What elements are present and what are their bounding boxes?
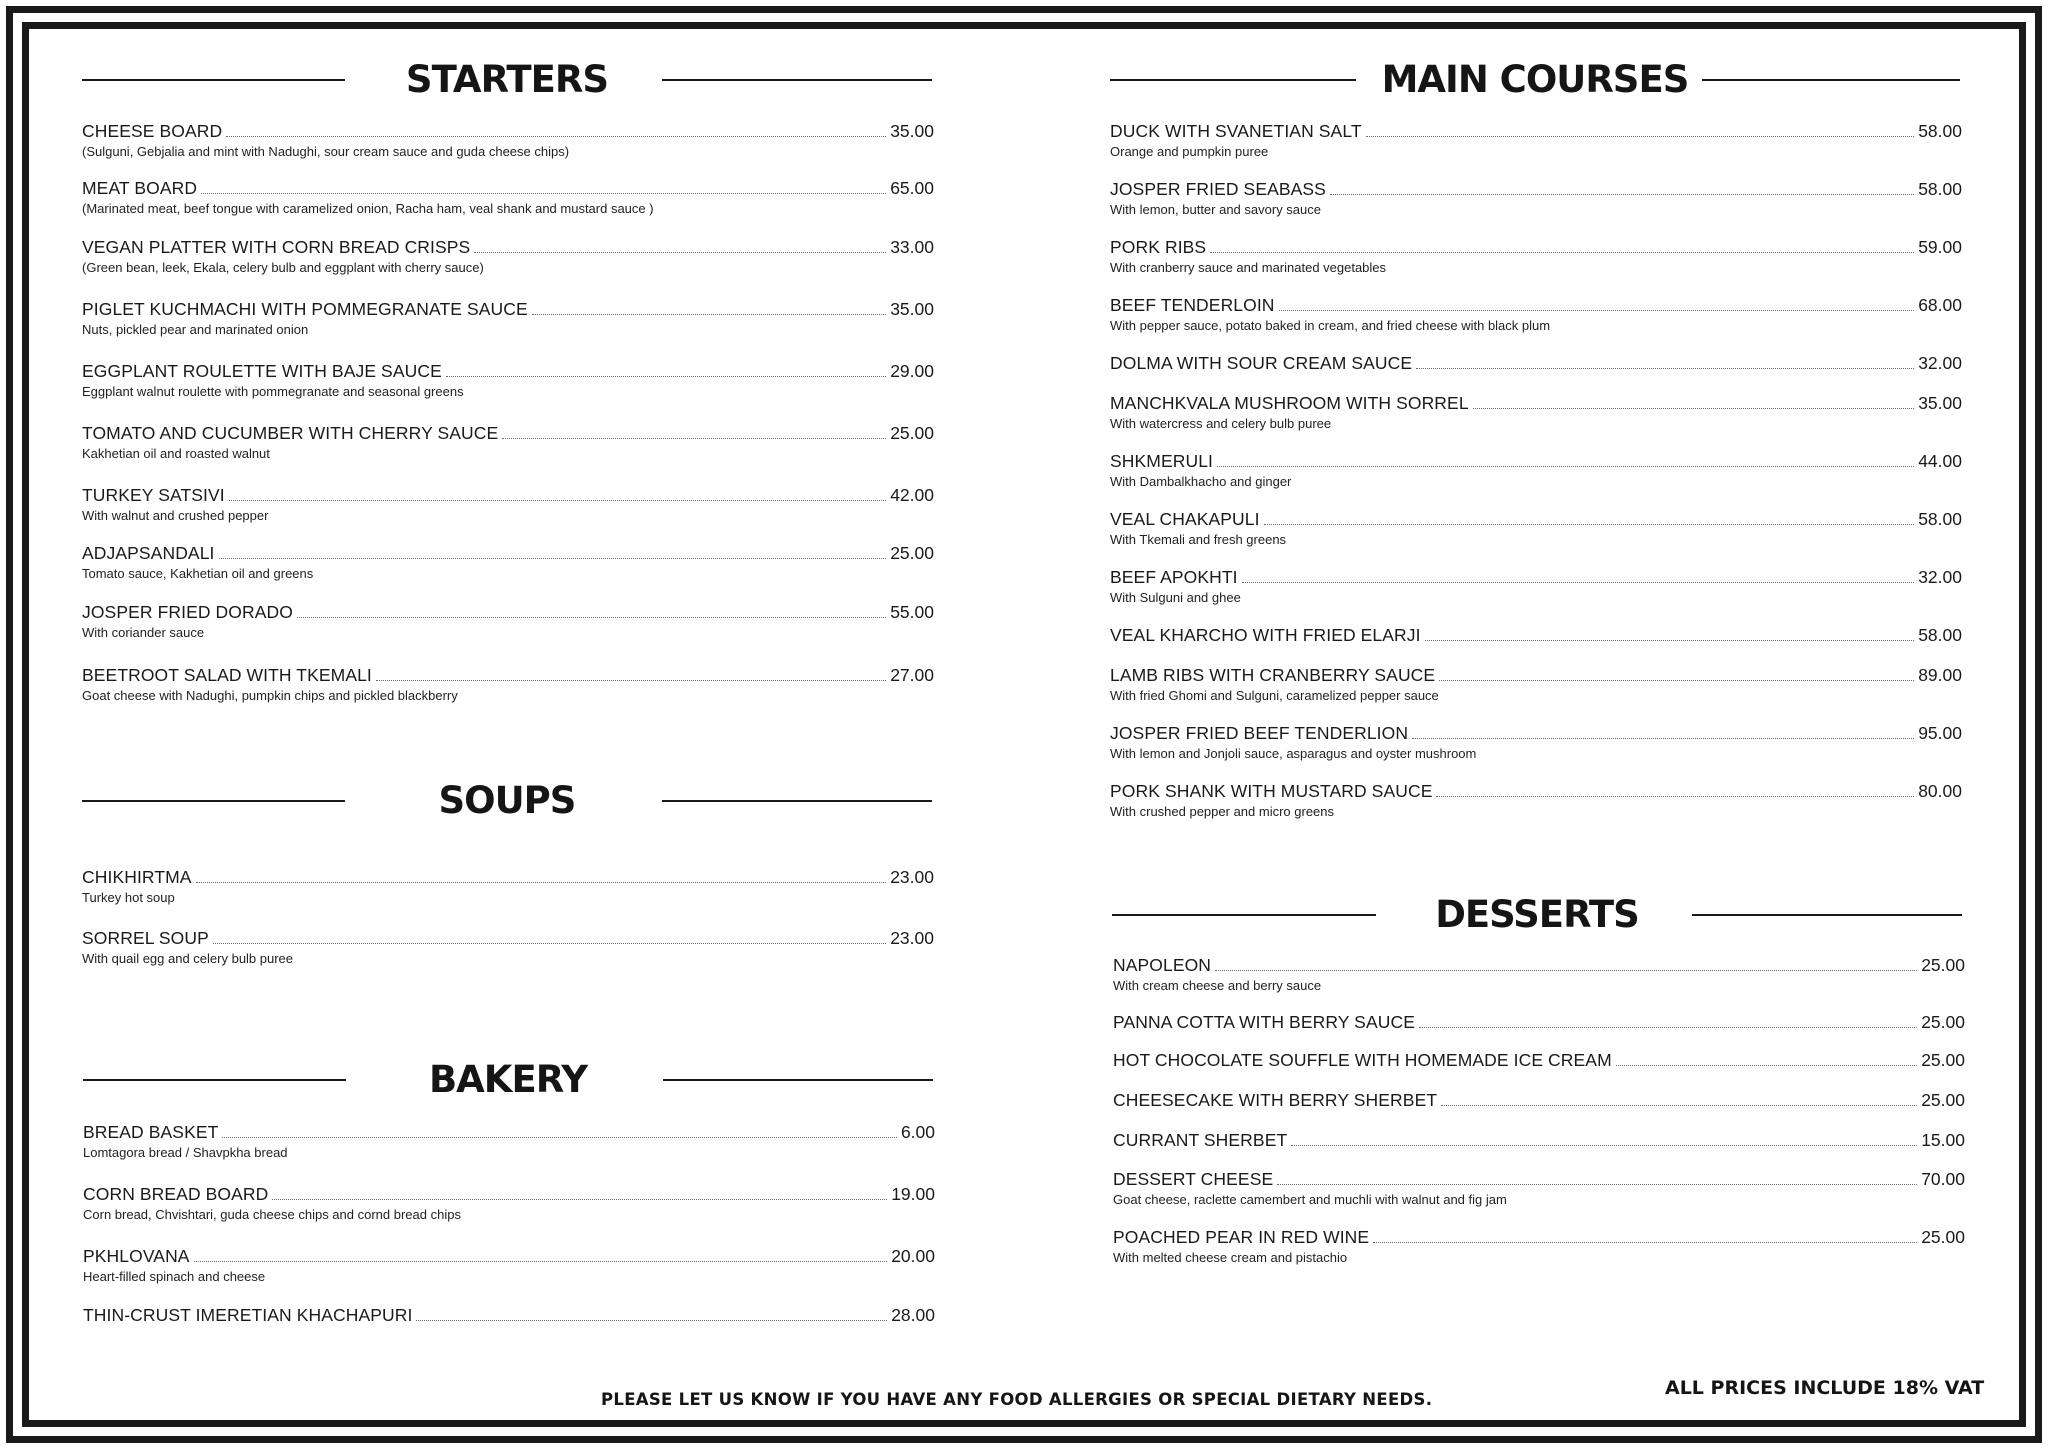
item-description: With lemon, butter and savory sauce <box>1110 202 1321 217</box>
item-description: (Sulguni, Gebjalia and mint with Nadughi, sour cream sauce and guda cheese chips) <box>82 144 570 159</box>
item-price: 58.00 <box>1918 121 1962 141</box>
item-name: PIGLET KUCHMACHI WITH POMMEGRANATE SAUCE <box>82 299 528 319</box>
menu-item <box>83 1183 935 1223</box>
item-name: JOSPER FRIED SEABASS <box>1110 179 1326 199</box>
item-price: 89.00 <box>1918 665 1962 685</box>
item-price: 35.00 <box>890 299 934 319</box>
item-name: POACHED PEAR IN RED WINE <box>1113 1227 1370 1247</box>
item-price: 25.00 <box>1921 1227 1965 1247</box>
leader-dots <box>226 136 886 137</box>
item-price: 23.00 <box>890 867 934 887</box>
item-name: BEEF APOKHTI <box>1110 567 1238 587</box>
item-name: BREAD BASKET <box>83 1122 219 1142</box>
leader-dots <box>1330 194 1914 195</box>
section-title: MAIN COURSES <box>1381 58 1689 101</box>
item-name: VEAL KHARCHO WITH FRIED ELARJI <box>1110 625 1421 645</box>
menu-item <box>82 484 934 524</box>
menu-item <box>1110 294 1962 334</box>
item-price: 80.00 <box>1918 781 1962 801</box>
leader-dots <box>474 252 886 253</box>
bakery-heading <box>83 1050 933 1110</box>
section-title: BAKERY <box>428 1058 588 1101</box>
item-name: PANNA COTTA WITH BERRY SAUCE <box>1113 1012 1415 1032</box>
item-name: DESSERT CHEESE <box>1113 1169 1274 1189</box>
heading-rule-right <box>1692 914 1962 916</box>
item-description: With Sulguni and ghee <box>1110 590 1241 605</box>
item-price: 27.00 <box>890 665 934 685</box>
menu-item <box>1110 178 1962 218</box>
item-price: 68.00 <box>1918 295 1962 315</box>
item-price: 33.00 <box>890 237 934 257</box>
item-price: 32.00 <box>1918 353 1962 373</box>
item-name: JOSPER FRIED DORADO <box>82 602 293 622</box>
leader-dots <box>1473 408 1915 409</box>
menu-item <box>82 927 934 967</box>
menu-item <box>1113 1168 1965 1208</box>
item-name: DUCK WITH SVANETIAN SALT <box>1110 121 1362 141</box>
leader-dots <box>1366 136 1915 137</box>
leader-dots <box>1215 970 1917 971</box>
desserts-heading <box>1112 885 1962 945</box>
menu-item <box>1110 566 1962 606</box>
item-description: Corn bread, Chvishtari, guda cheese chips and cornd bread chips <box>83 1207 461 1222</box>
item-price: 70.00 <box>1921 1169 1965 1189</box>
item-description: With lemon and Jonjoli sauce, asparagus and oyster mushroom <box>1110 746 1477 761</box>
item-price: 95.00 <box>1918 723 1962 743</box>
item-description: Tomato sauce, Kakhetian oil and greens <box>82 566 314 581</box>
leader-dots <box>1210 252 1914 253</box>
leader-dots <box>1291 1145 1917 1146</box>
item-description: With cranberry sauce and marinated vegetables <box>1110 260 1387 275</box>
item-price: 32.00 <box>1918 567 1962 587</box>
item-price: 58.00 <box>1918 625 1962 645</box>
leader-dots <box>1439 680 1914 681</box>
item-name: CHIKHIRTMA <box>82 867 192 887</box>
item-description: With cream cheese and berry sauce <box>1113 978 1322 993</box>
leader-dots <box>502 438 886 439</box>
item-description: Nuts, pickled pear and marinated onion <box>82 322 309 337</box>
menu-item <box>1110 120 1962 160</box>
leader-dots <box>213 943 886 944</box>
item-price: 19.00 <box>891 1184 935 1204</box>
menu-item <box>82 866 934 906</box>
item-name: VEGAN PLATTER WITH CORN BREAD CRISPS <box>82 237 471 257</box>
leader-dots <box>194 1261 888 1262</box>
menu-item <box>1110 780 1962 820</box>
leader-dots <box>532 314 886 315</box>
item-price: 44.00 <box>1918 451 1962 471</box>
item-name: THIN-CRUST IMERETIAN KHACHAPURI <box>83 1305 413 1325</box>
leader-dots <box>376 680 886 681</box>
item-price: 35.00 <box>1918 393 1962 413</box>
menu-item <box>82 664 934 704</box>
leader-dots <box>229 500 886 501</box>
heading-rule-right <box>662 79 932 81</box>
leader-dots <box>1264 524 1915 525</box>
item-description: Goat cheese with Nadughi, pumpkin chips and pickled blackberry <box>82 688 458 703</box>
leader-dots <box>1279 310 1915 311</box>
item-price: 29.00 <box>890 361 934 381</box>
item-price: 6.00 <box>900 1122 935 1142</box>
item-description: Orange and pumpkin puree <box>1110 144 1269 159</box>
item-price: 42.00 <box>890 485 934 505</box>
item-description: Heart-filled spinach and cheese <box>83 1269 266 1284</box>
leader-dots <box>196 882 887 883</box>
item-name: NAPOLEON <box>1113 955 1212 975</box>
leader-dots <box>1616 1065 1917 1066</box>
item-name: ADJAPSANDALI <box>82 543 215 563</box>
item-price: 28.00 <box>891 1305 935 1325</box>
menu-item <box>82 120 934 160</box>
item-price: 25.00 <box>890 543 934 563</box>
item-price: 15.00 <box>1921 1130 1965 1150</box>
menu-item <box>1110 722 1962 762</box>
heading-rule-right <box>1702 79 1960 81</box>
item-description: With walnut and crushed pepper <box>82 508 269 523</box>
leader-dots <box>1373 1242 1917 1243</box>
item-description: With pepper sauce, potato baked in cream, and fried cheese with black plum <box>1110 318 1551 333</box>
item-name: LAMB RIBS WITH CRANBERRY SAUCE <box>1110 665 1436 685</box>
item-price: 55.00 <box>890 602 934 622</box>
menu-item <box>83 1121 935 1161</box>
allergy-note: PLEASE LET US KNOW IF YOU HAVE ANY FOOD ALLERGIES OR SPECIAL DIETARY NEEDS. <box>601 1390 1433 1409</box>
item-name: CORN BREAD BOARD <box>83 1184 269 1204</box>
menu-item <box>1113 1011 1965 1034</box>
menu-item <box>1110 236 1962 276</box>
item-price: 25.00 <box>1921 1012 1965 1032</box>
item-name: CURRANT SHERBET <box>1113 1130 1288 1150</box>
item-price: 59.00 <box>1918 237 1962 257</box>
leader-dots <box>272 1199 887 1200</box>
menu-item <box>82 601 934 641</box>
item-price: 20.00 <box>891 1246 935 1266</box>
menu-item <box>82 298 934 338</box>
item-description: Kakhetian oil and roasted walnut <box>82 446 270 461</box>
item-name: PORK RIBS <box>1110 237 1207 257</box>
starters-heading <box>82 50 932 110</box>
leader-dots <box>297 617 886 618</box>
vat-note: ALL PRICES INCLUDE 18% VAT <box>1665 1377 1985 1399</box>
leader-dots <box>219 558 887 559</box>
leader-dots <box>1242 582 1915 583</box>
item-price: 25.00 <box>890 423 934 443</box>
menu-item <box>1113 1226 1965 1266</box>
leader-dots <box>446 376 886 377</box>
item-description: Goat cheese, raclette camembert and muchli with walnut and fig jam <box>1113 1192 1507 1207</box>
item-name: BEETROOT SALAD WITH TKEMALI <box>82 665 372 685</box>
item-name: CHEESECAKE WITH BERRY SHERBET <box>1113 1090 1438 1110</box>
item-description: With Tkemali and fresh greens <box>1110 532 1287 547</box>
item-name: TURKEY SATSIVI <box>82 485 225 505</box>
heading-rule-right <box>663 1079 933 1081</box>
item-name: DOLMA WITH SOUR CREAM SAUCE <box>1110 353 1413 373</box>
item-description: (Green bean, leek, Ekala, celery bulb and eggplant with cherry sauce) <box>82 260 484 275</box>
item-price: 65.00 <box>890 178 934 198</box>
leader-dots <box>1277 1184 1917 1185</box>
leader-dots <box>1416 368 1914 369</box>
item-price: 23.00 <box>890 928 934 948</box>
menu-item <box>1113 1049 1965 1072</box>
item-description: With melted cheese cream and pistachio <box>1113 1250 1348 1265</box>
item-price: 58.00 <box>1918 509 1962 529</box>
menu-item <box>1113 1129 1965 1152</box>
heading-rule-right <box>662 800 932 802</box>
item-name: PKHLOVANA <box>83 1246 190 1266</box>
menu-item <box>82 177 934 217</box>
leader-dots <box>222 1137 897 1138</box>
menu-item <box>1113 954 1965 994</box>
menu-item <box>1110 624 1962 647</box>
item-price: 25.00 <box>1921 1090 1965 1110</box>
leader-dots <box>1217 466 1914 467</box>
menu-item <box>82 542 934 582</box>
item-name: VEAL CHAKAPULI <box>1110 509 1260 529</box>
item-name: TOMATO AND CUCUMBER WITH CHERRY SAUCE <box>82 423 499 443</box>
item-description: Lomtagora bread / Shavpkha bread <box>83 1145 288 1160</box>
item-name: SHKMERULI <box>1110 451 1214 471</box>
item-description: With fried Ghomi and Sulguni, caramelized pepper sauce <box>1110 688 1439 703</box>
menu-item <box>1110 664 1962 704</box>
menu-item <box>1110 352 1962 375</box>
menu-item <box>1110 450 1962 490</box>
item-description: With watercress and celery bulb puree <box>1110 416 1332 431</box>
item-name: JOSPER FRIED BEEF TENDERLION <box>1110 723 1409 743</box>
menu-item <box>82 422 934 462</box>
section-title: SOUPS <box>438 779 576 822</box>
menu-item <box>82 236 934 276</box>
leader-dots <box>1441 1105 1917 1106</box>
section-title: STARTERS <box>405 58 609 101</box>
section-title: DESSERTS <box>1435 893 1639 936</box>
item-description: Eggplant walnut roulette with pommegranate and seasonal greens <box>82 384 464 399</box>
menu-item <box>83 1245 935 1285</box>
item-name: MEAT BOARD <box>82 178 198 198</box>
menu-item <box>82 360 934 400</box>
leader-dots <box>1425 640 1915 641</box>
leader-dots <box>1412 738 1914 739</box>
main-courses-heading <box>1110 50 1960 110</box>
soups-heading <box>82 771 932 831</box>
leader-dots <box>1436 796 1914 797</box>
item-name: SORREL SOUP <box>82 928 209 948</box>
item-price: 35.00 <box>890 121 934 141</box>
menu-item <box>1110 392 1962 432</box>
item-name: EGGPLANT ROULETTE WITH BAJE SAUCE <box>82 361 442 381</box>
item-price: 58.00 <box>1918 179 1962 199</box>
item-description: With Dambalkhacho and ginger <box>1110 474 1292 489</box>
menu-item <box>1113 1089 1965 1112</box>
item-name: HOT CHOCOLATE SOUFFLE WITH HOMEMADE ICE CREAM <box>1113 1050 1612 1070</box>
menu-item <box>83 1304 935 1327</box>
item-name: BEEF TENDERLOIN <box>1110 295 1275 315</box>
leader-dots <box>416 1320 887 1321</box>
item-name: MANCHKVALA MUSHROOM WITH SORREL <box>1110 393 1469 413</box>
menu-item <box>1110 508 1962 548</box>
item-name: CHEESE BOARD <box>82 121 223 141</box>
item-name: PORK SHANK WITH MUSTARD SAUCE <box>1110 781 1433 801</box>
leader-dots <box>1419 1027 1917 1028</box>
item-description: Turkey hot soup <box>82 890 175 905</box>
item-price: 25.00 <box>1921 955 1965 975</box>
item-price: 25.00 <box>1921 1050 1965 1070</box>
item-description: With crushed pepper and micro greens <box>1110 804 1335 819</box>
item-description: With quail egg and celery bulb puree <box>82 951 294 966</box>
leader-dots <box>201 193 886 194</box>
item-description: (Marinated meat, beef tongue with caramelized onion, Racha ham, veal shank and mustard sauce ) <box>82 201 654 216</box>
item-description: With coriander sauce <box>82 625 205 640</box>
